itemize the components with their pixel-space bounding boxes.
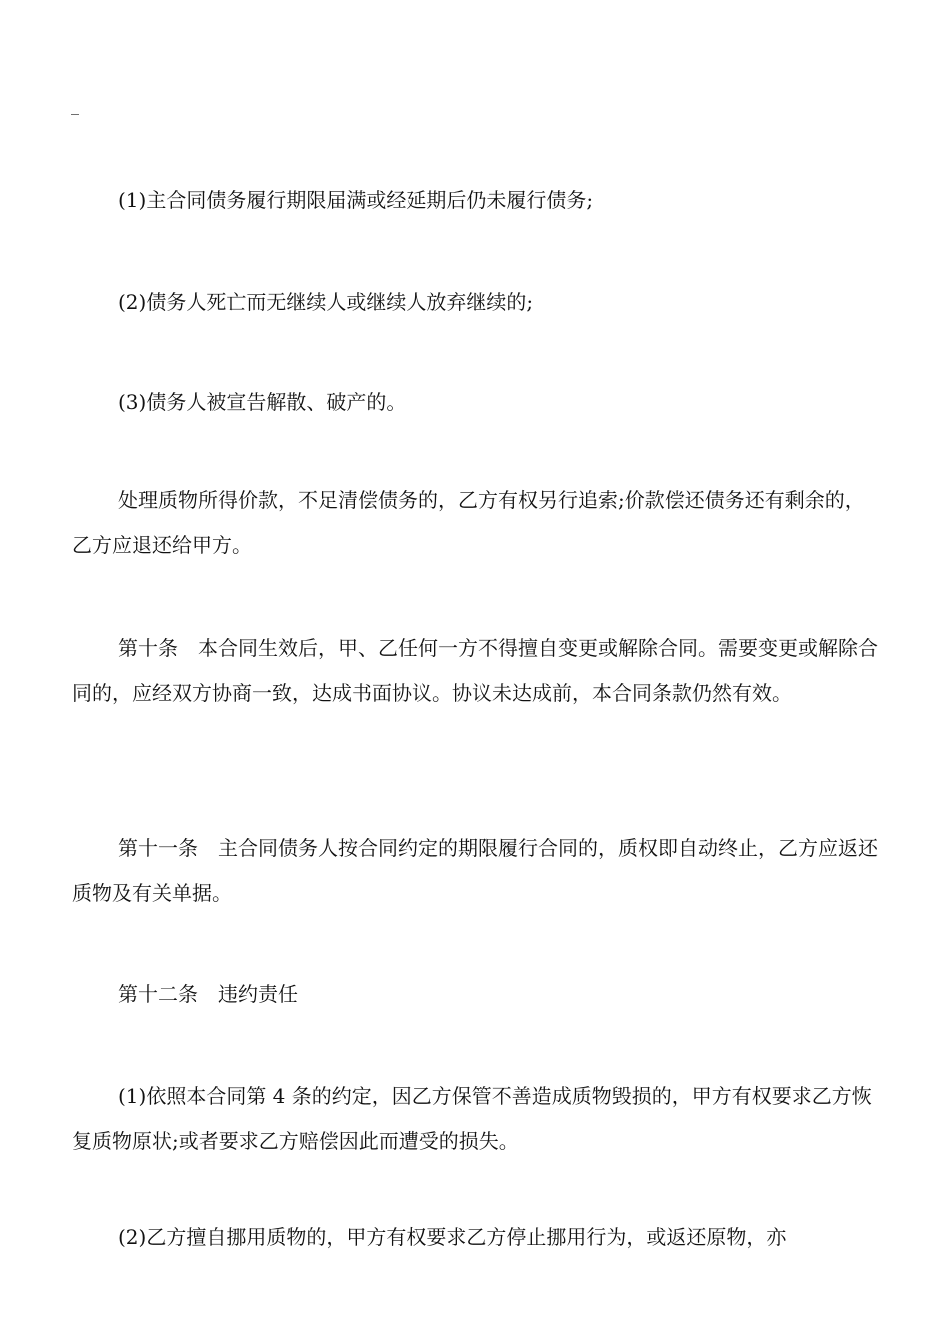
paragraph-clause-2: (2)债务人死亡而无继续人或继续人放弃继续的;	[118, 290, 534, 314]
paragraph-proceeds: 处理质物所得价款，不足清偿债务的，乙方有权另行追索;价款偿还债务还有剩余的，乙方应退还给甲方。	[72, 488, 865, 557]
heading-article-12: 第十二条 违约责任	[118, 982, 298, 1006]
paragraph-liability-2: (2)乙方擅自挪用质物的，甲方有权要求乙方停止挪用行为，或返还原物，亦	[118, 1225, 787, 1249]
paragraph-article-11: 第十一条 主合同债务人按合同约定的期限履行合同的，质权即自动终止，乙方应返还质物及有关单据。	[72, 836, 878, 905]
paragraph-liability-1: (1)依照本合同第 4 条的约定，因乙方保管不善造成质物毁损的，甲方有权要求乙方恢复质物原状;或者要求乙方赔偿因此而遭受的损失。	[72, 1084, 872, 1153]
paragraph-clause-1: (1)主合同债务履行期限届满或经延期后仍未履行债务;	[118, 188, 594, 212]
paragraph-clause-3: (3)债务人被宣告解散、破产的。	[118, 390, 407, 414]
paragraph-article-10: 第十条 本合同生效后，甲、乙任何一方不得擅自变更或解除合同。需要变更或解除合同的，应经双方协商一致，达成书面协议。协议未达成前，本合同条款仍然有效。	[72, 636, 878, 705]
header-mark: _	[71, 96, 79, 115]
